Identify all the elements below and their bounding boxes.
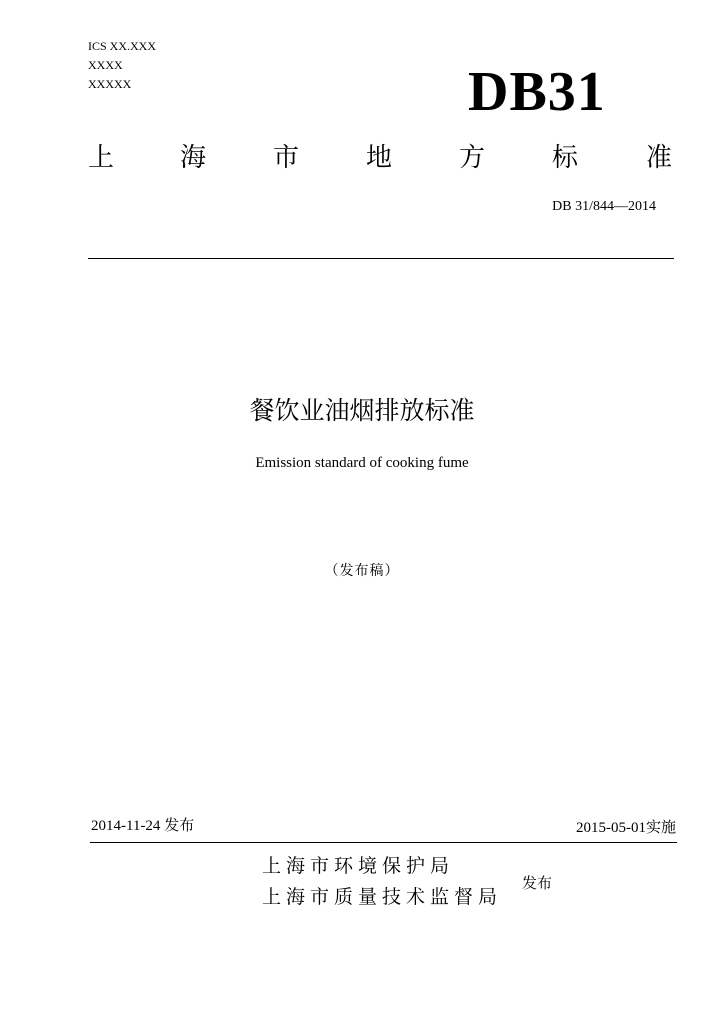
authority-char: 海 <box>180 143 207 173</box>
publish-label: 发布 <box>522 874 553 892</box>
authority-char: 准 <box>646 143 673 173</box>
classification-code: XXXX <box>88 58 123 72</box>
authority-char: 方 <box>459 143 486 173</box>
issue-date: 2014-11-24 <box>91 818 161 834</box>
issuer-environment: 上海市环境保护局 <box>262 855 455 877</box>
implement-label: 实施 <box>645 818 676 836</box>
draft-status: （发布稿） <box>324 563 400 579</box>
authority-char: 地 <box>366 143 393 173</box>
implement-date-block <box>576 816 676 837</box>
footer-divider <box>90 842 677 843</box>
authority-char: 标 <box>552 143 579 173</box>
authority-char: 市 <box>273 143 300 173</box>
header-divider <box>88 258 674 259</box>
standard-number: DB 31/844—2014 <box>552 199 656 214</box>
implement-date: 2015-05-01 <box>575 820 646 836</box>
issue-label: 发布 <box>164 816 195 834</box>
authority-char: 上 <box>88 143 115 173</box>
filing-code: XXXXX <box>88 77 132 91</box>
ics-code: ICS XX.XXX <box>88 39 157 53</box>
document-title-english: Emission standard of cooking fume <box>255 455 469 471</box>
document-title: 餐饮业油烟排放标准 <box>249 396 475 425</box>
issuer-quality: 上海市质量技术监督局 <box>262 886 503 908</box>
standard-code-logo: DB31 <box>468 61 606 123</box>
issue-date-block <box>91 814 194 835</box>
